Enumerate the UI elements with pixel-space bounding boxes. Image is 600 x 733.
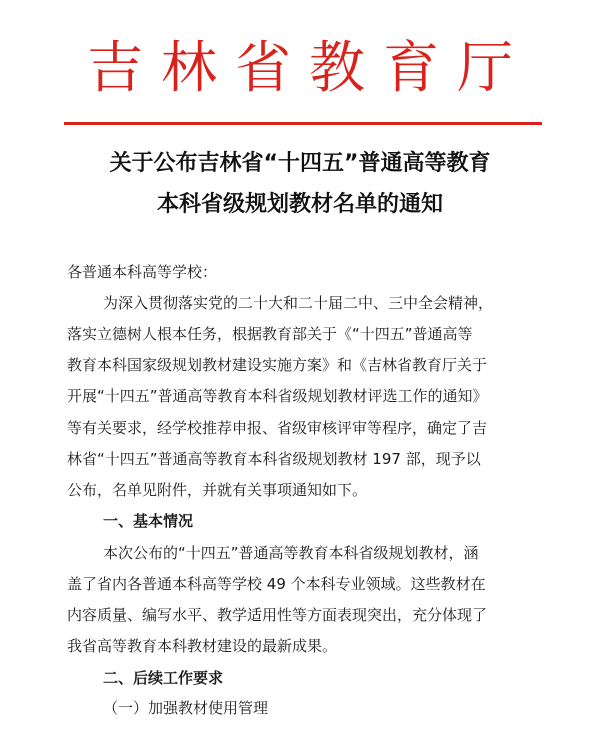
paragraph-1-line: 等有关要求，经学校推荐申报、省级审核评审等程序，确定了吉 bbox=[67, 419, 488, 437]
document-title-line-1: 关于公布吉林省“十四五”普通高等教育 bbox=[109, 151, 491, 176]
paragraph-1-line: 公布，名单见附件，并就有关事项通知如下。 bbox=[67, 481, 368, 499]
paragraph-2-line: 内容质量、编写水平、教学适用性等方面表现突出，充分体现了 bbox=[67, 606, 488, 624]
section-1-heading: 一、基本情况 bbox=[103, 512, 194, 530]
masthead-organization: 吉林省教育厅 bbox=[87, 36, 531, 101]
subsection-1-heading: （一）加强教材使用管理 bbox=[103, 699, 269, 717]
section-2-heading: 二、后续工作要求 bbox=[103, 669, 224, 687]
paragraph-1-line: 为深入贯彻落实党的二十大和二十届二中、三中全会精神， bbox=[103, 294, 494, 312]
salutation: 各普通本科高等学校： bbox=[67, 263, 218, 281]
masthead-red-rule bbox=[64, 122, 542, 125]
paragraph-1-line: 林省“十四五”普通高等教育本科省级规划教材 197 部，现予以 bbox=[67, 450, 481, 468]
paragraph-1-line: 开展“十四五”普通高等教育本科省级规划教材评选工作的通知》 bbox=[67, 387, 488, 405]
paragraph-2-line: 本次公布的“十四五”普通高等教育本科省级规划教材，涵 bbox=[103, 544, 479, 562]
paragraph-1-line: 教育本科国家级规划教材建设实施方案》和《吉林省教育厅关于 bbox=[67, 356, 488, 374]
paragraph-1-line: 落实立德树人根本任务，根据教育部关于《“十四五”普通高等 bbox=[67, 325, 473, 343]
paragraph-2-line: 盖了省内各普通本科高等学校 49 个本科专业领域。这些教材在 bbox=[67, 575, 486, 593]
document-title-line-2: 本科省级规划教材名单的通知 bbox=[156, 192, 443, 217]
paragraph-2-line: 我省高等教育本科教材建设的最新成果。 bbox=[67, 637, 338, 655]
